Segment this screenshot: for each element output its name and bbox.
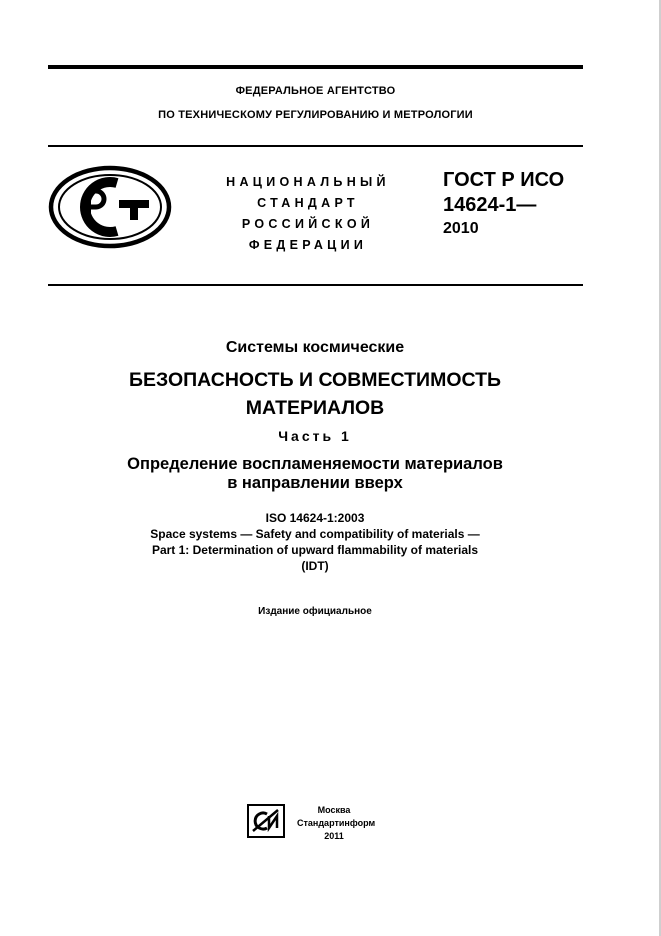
main-title-line2: МАТЕРИАЛОВ xyxy=(245,397,385,419)
subtitle-line2: в направлении вверх xyxy=(227,474,403,492)
header-divider xyxy=(48,145,583,147)
title-divider xyxy=(48,284,583,286)
publisher-city: Москва xyxy=(317,805,351,815)
standard-type-line4: ФЕДЕРАЦИИ xyxy=(248,238,368,252)
standard-type-line3: РОССИЙСКОЙ xyxy=(241,217,375,231)
publisher-block xyxy=(297,804,376,843)
standartinform-mark-icon xyxy=(247,804,285,838)
standard-designation xyxy=(443,168,564,239)
agency-name-line1: ФЕДЕРАЛЬНОЕ АГЕНТСТВО xyxy=(235,85,396,97)
standard-type-line2: СТАНДАРТ xyxy=(257,196,359,210)
edition-label: Издание официальное xyxy=(258,606,372,617)
standard-type-line1: НАЦИОНАЛЬНЫЙ xyxy=(226,175,390,189)
iso-equivalence: (IDT) xyxy=(301,559,329,573)
agency-name-line2: ПО ТЕХНИЧЕСКОМУ РЕГУЛИРОВАНИЮ И МЕТРОЛОГИИ xyxy=(158,109,473,121)
series-title: Системы космические xyxy=(225,339,405,356)
designation-line2: 14624-1— xyxy=(443,194,537,216)
iso-title-line1: Space systems — Safety and compatibility of materials — xyxy=(150,527,480,541)
iso-number: ISO 14624-1:2003 xyxy=(265,511,365,525)
designation-year: 2010 xyxy=(443,220,479,237)
main-title-line1: БЕЗОПАСНОСТЬ И СОВМЕСТИМОСТЬ xyxy=(128,369,502,391)
top-rule xyxy=(48,65,583,69)
part-label: Часть 1 xyxy=(278,428,352,444)
subtitle-line1: Определение воспламеняемости материалов xyxy=(127,455,503,473)
publisher-year: 2011 xyxy=(324,831,344,841)
publisher-name: Стандартинформ xyxy=(297,818,376,828)
rst-certification-mark-icon xyxy=(48,165,172,249)
designation-line1: ГОСТ Р ИСО xyxy=(443,169,565,191)
standard-type-block xyxy=(196,172,420,256)
iso-title-line2: Part 1: Determination of upward flammability of materials xyxy=(151,543,479,557)
